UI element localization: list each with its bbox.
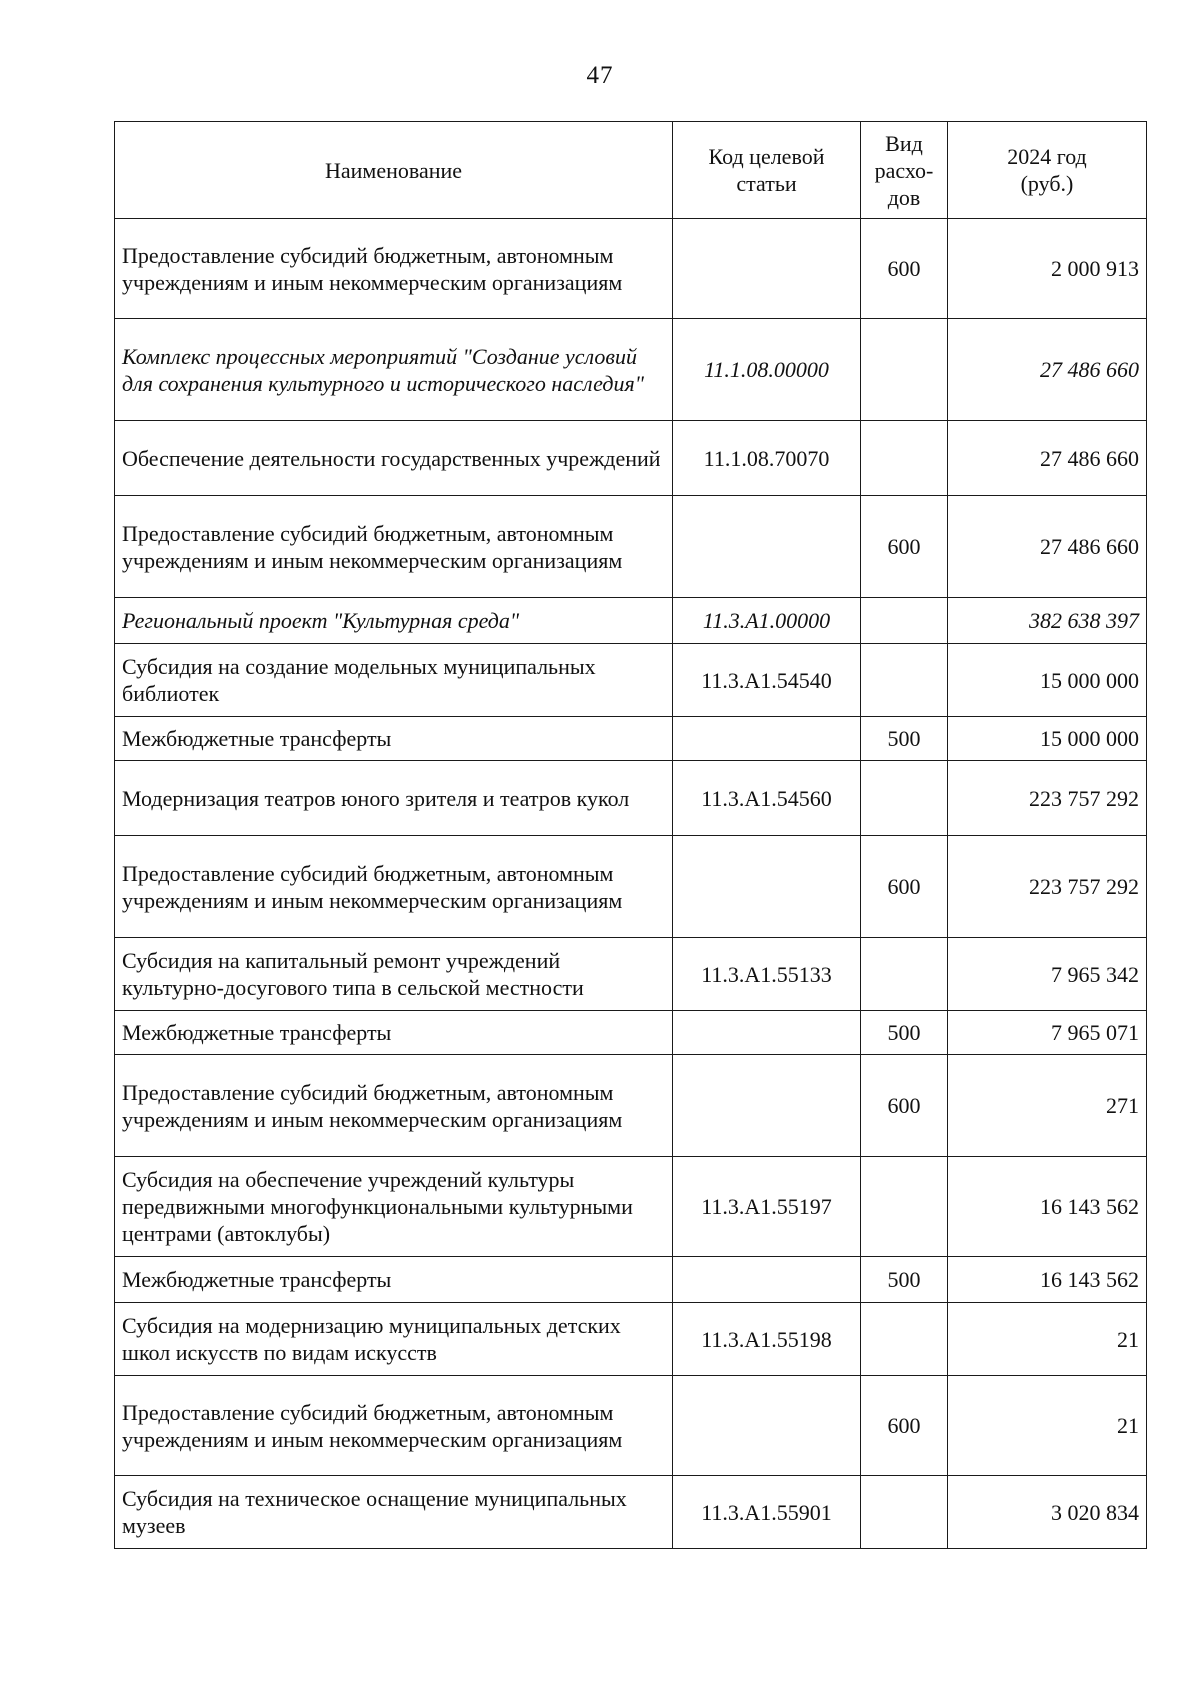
cell-type (861, 938, 948, 1011)
table-row (115, 717, 1147, 761)
cell-name: Субсидия на создание модельных муниципальных библиотек (115, 644, 673, 717)
table-row (115, 1376, 1147, 1476)
cell-code: 11.3.А1.00000 (673, 598, 861, 644)
cell-type (861, 1303, 948, 1376)
cell-name: Субсидия на техническое оснащение муниципальных музеев (115, 1476, 673, 1549)
cell-code (673, 1055, 861, 1157)
header-code (673, 122, 861, 219)
cell-sum: 15 000 000 (948, 717, 1147, 761)
cell-name: Обеспечение деятельности государственных учреждений (115, 421, 673, 496)
cell-code: 11.1.08.00000 (673, 319, 861, 421)
cell-sum: 223 757 292 (948, 761, 1147, 836)
cell-name: Предоставление субсидий бюджетным, автономным учреждениям и иным некоммерческим организациям (115, 1376, 673, 1476)
cell-name: Межбюджетные трансферты (115, 1257, 673, 1303)
table-body (115, 219, 1147, 1549)
cell-type (861, 598, 948, 644)
cell-name: Предоставление субсидий бюджетным, автономным учреждениям и иным некоммерческим организациям (115, 1055, 673, 1157)
cell-code: 11.3.А1.55133 (673, 938, 861, 1011)
cell-code (673, 496, 861, 598)
header-type-line1: Вид (885, 130, 923, 156)
table-row (115, 598, 1147, 644)
cell-type (861, 319, 948, 421)
cell-name: Субсидия на капитальный ремонт учреждений культурно-досугового типа в сельской местности (115, 938, 673, 1011)
table-row (115, 421, 1147, 496)
cell-sum: 21 (948, 1303, 1147, 1376)
cell-code (673, 836, 861, 938)
cell-name: Модернизация театров юного зрителя и театров кукол (115, 761, 673, 836)
budget-table (114, 121, 1147, 1549)
table-row (115, 761, 1147, 836)
cell-type (861, 644, 948, 717)
cell-sum: 27 486 660 (948, 319, 1147, 421)
cell-sum: 15 000 000 (948, 644, 1147, 717)
cell-sum: 16 143 562 (948, 1157, 1147, 1257)
table-row (115, 1257, 1147, 1303)
cell-code: 11.3.А1.54540 (673, 644, 861, 717)
cell-code (673, 717, 861, 761)
cell-type (861, 1476, 948, 1549)
table-row (115, 219, 1147, 319)
header-type-line2: расхо- (874, 157, 934, 183)
cell-code: 11.1.08.70070 (673, 421, 861, 496)
header-code-line2: статьи (736, 171, 797, 196)
cell-code: 11.3.А1.55197 (673, 1157, 861, 1257)
cell-sum: 27 486 660 (948, 421, 1147, 496)
cell-type (861, 421, 948, 496)
cell-name: Предоставление субсидий бюджетным, автономным учреждениям и иным некоммерческим организациям (115, 496, 673, 598)
table-row (115, 1157, 1147, 1257)
cell-type (861, 1157, 948, 1257)
cell-code (673, 219, 861, 319)
cell-name: Предоставление субсидий бюджетным, автономным учреждениям и иным некоммерческим организациям (115, 836, 673, 938)
cell-name: Субсидия на модернизацию муниципальных детских школ искусств по видам искусств (115, 1303, 673, 1376)
cell-name: Межбюджетные трансферты (115, 717, 673, 761)
cell-sum: 382 638 397 (948, 598, 1147, 644)
cell-code (673, 1011, 861, 1055)
cell-sum: 223 757 292 (948, 836, 1147, 938)
cell-sum: 2 000 913 (948, 219, 1147, 319)
page-number: 47 (586, 62, 614, 89)
table-row (115, 1011, 1147, 1055)
table-row (115, 836, 1147, 938)
cell-name: Субсидия на обеспечение учреждений культуры передвижными многофункциональными культурными центрами (автоклубы) (115, 1157, 673, 1257)
cell-type: 600 (861, 836, 948, 938)
table-row (115, 496, 1147, 598)
table-header-row (115, 122, 1147, 219)
header-code-line1: Код целевой (708, 144, 825, 169)
header-sum-line1: 2024 год (1007, 144, 1087, 169)
cell-sum: 16 143 562 (948, 1257, 1147, 1303)
cell-code: 11.3.А1.55198 (673, 1303, 861, 1376)
header-sum-line2: (руб.) (1020, 171, 1074, 196)
cell-sum: 21 (948, 1376, 1147, 1476)
table-row (115, 938, 1147, 1011)
cell-type: 600 (861, 1376, 948, 1476)
cell-sum: 27 486 660 (948, 496, 1147, 598)
header-sum (948, 122, 1147, 219)
table-row (115, 644, 1147, 717)
cell-type: 500 (861, 1257, 948, 1303)
cell-sum: 7 965 342 (948, 938, 1147, 1011)
cell-name: Предоставление субсидий бюджетным, автономным учреждениям и иным некоммерческим организациям (115, 219, 673, 319)
header-type-line3: дов (887, 184, 921, 210)
cell-name: Межбюджетные трансферты (115, 1011, 673, 1055)
table-row (115, 1055, 1147, 1157)
cell-type: 600 (861, 219, 948, 319)
cell-type (861, 761, 948, 836)
cell-sum: 271 (948, 1055, 1147, 1157)
header-name (115, 122, 673, 219)
cell-code (673, 1376, 861, 1476)
table-row (115, 1303, 1147, 1376)
cell-code (673, 1257, 861, 1303)
header-type (861, 122, 948, 219)
cell-type: 500 (861, 1011, 948, 1055)
cell-type: 600 (861, 496, 948, 598)
cell-type: 600 (861, 1055, 948, 1157)
cell-sum: 7 965 071 (948, 1011, 1147, 1055)
cell-code: 11.3.А1.54560 (673, 761, 861, 836)
cell-code: 11.3.А1.55901 (673, 1476, 861, 1549)
table-row (115, 1476, 1147, 1549)
cell-sum: 3 020 834 (948, 1476, 1147, 1549)
header-name-label: Наименование (324, 157, 463, 183)
cell-type: 500 (861, 717, 948, 761)
table-row (115, 319, 1147, 421)
cell-name: Региональный проект "Культурная среда" (115, 598, 673, 644)
cell-name: Комплекс процессных мероприятий "Создание условий для сохранения культурного и исторического наследия" (115, 319, 673, 421)
